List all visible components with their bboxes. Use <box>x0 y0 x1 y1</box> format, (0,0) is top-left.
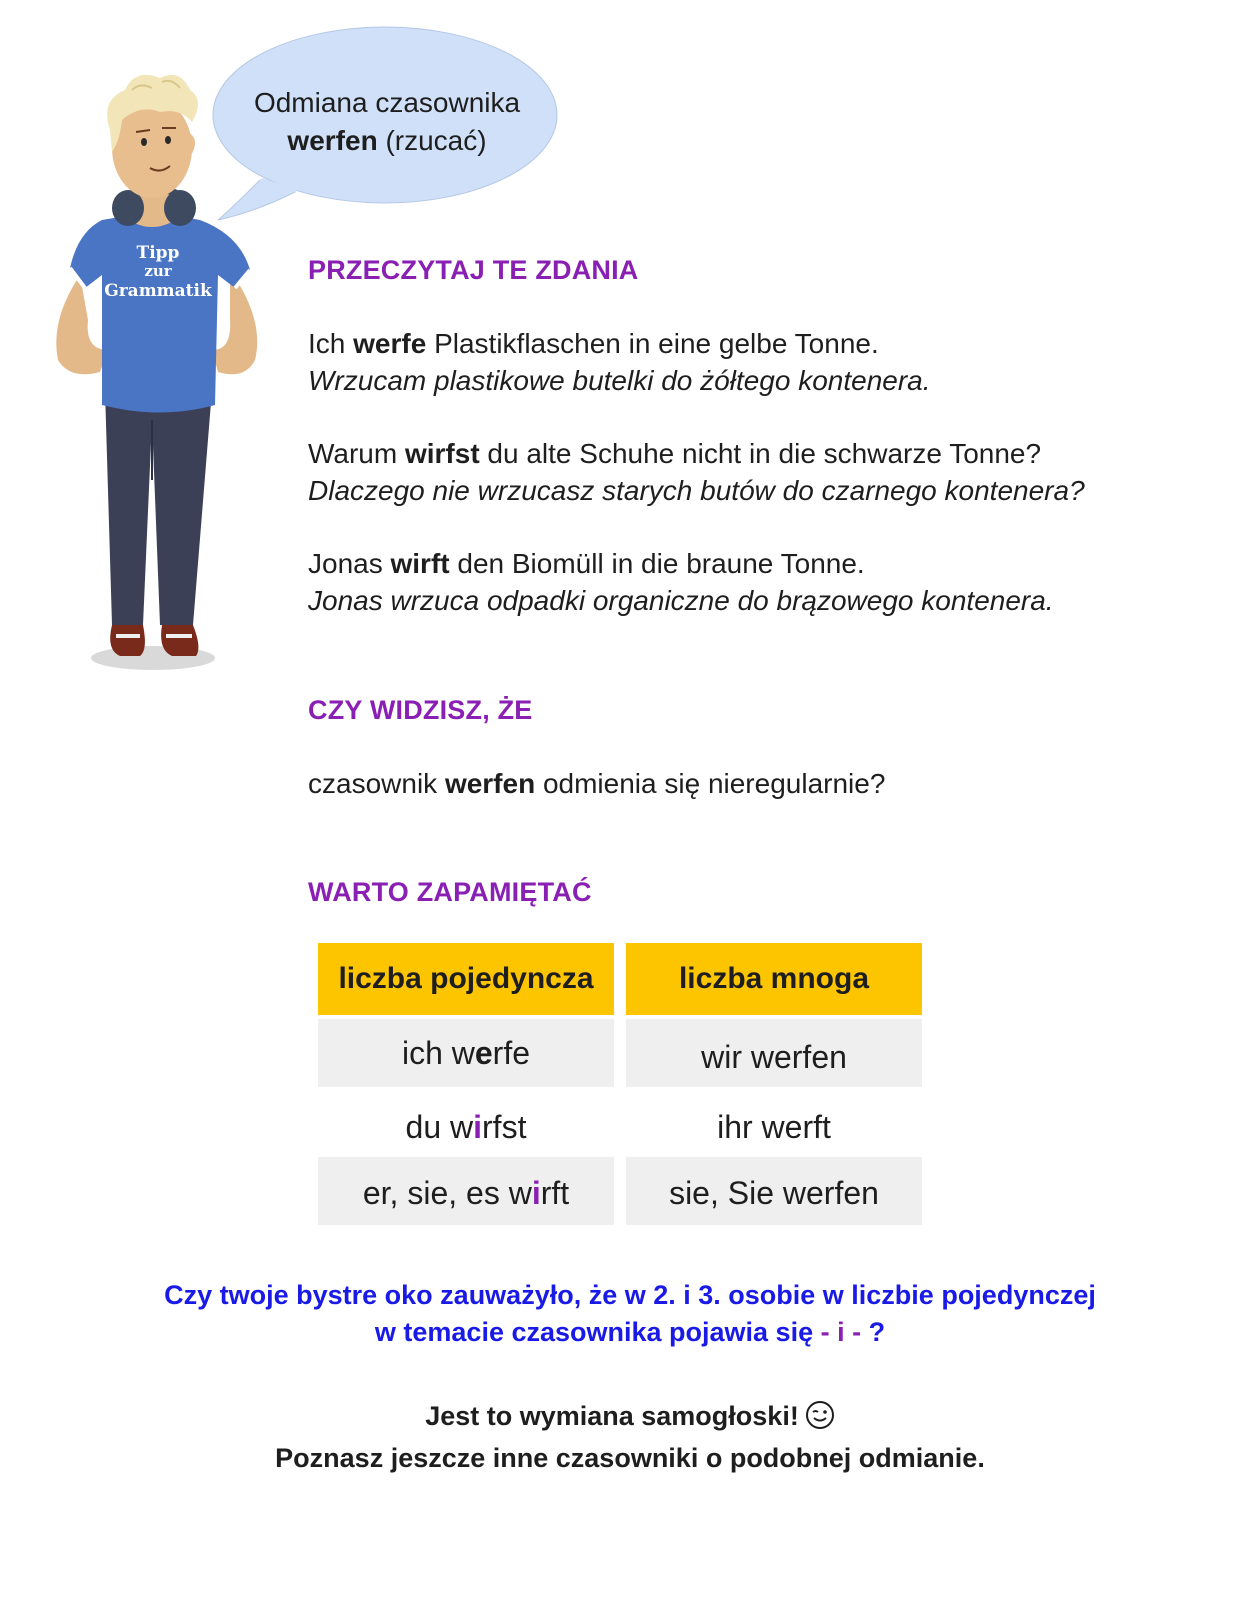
bubble-translation: (rzucać) <box>385 125 487 156</box>
row-1-vowel: e <box>474 1035 493 1071</box>
bubble-line-1: Odmiana czasownika <box>253 87 521 118</box>
table-row-3-singular <box>318 1157 614 1225</box>
row-3-sg-end: rft <box>540 1175 570 1211</box>
sentence-2-translation: Dlaczego nie wrzucasz starych butów do czarnego kontenera? <box>308 475 1085 506</box>
see-verb: werfen <box>444 768 536 799</box>
wink-emoji-icon <box>805 1400 835 1440</box>
sentence-block-2 <box>308 435 1208 509</box>
table-header-plural: liczba mnoga <box>626 943 922 1015</box>
question-marker: - i - <box>820 1317 862 1347</box>
row-3-vowel: i <box>531 1175 541 1211</box>
table-row-2-singular <box>318 1091 614 1155</box>
question-line-2-post: ? <box>861 1317 886 1347</box>
sentence-3-post: den Biomüll in die braune Tonne. <box>449 548 865 579</box>
closing-line-2: Poznasz jeszcze inne czasowniki o podobnej odmianie. <box>275 1443 985 1473</box>
closing-text <box>60 1398 1200 1477</box>
row-2-sg-end: rfst <box>482 1109 527 1145</box>
sentence-3-translation: Jonas wrzuca odpadki organiczne do brązowego kontenera. <box>308 585 1054 616</box>
question-line-2-pre: w temacie czasownika pojawia się <box>374 1317 821 1347</box>
shirt-text-grammatik: Grammatik <box>104 281 212 301</box>
row-1-sg-end: rfe <box>492 1035 531 1071</box>
sentence-3-pre: Jonas <box>308 548 391 579</box>
bubble-verb: werfen <box>287 125 378 156</box>
row-3-sg-start: er, sie, es w <box>362 1175 532 1211</box>
shirt-text-tipp: Tipp <box>136 243 180 263</box>
row-2-vowel: i <box>473 1109 483 1145</box>
remember-heading: WARTO ZAPAMIĘTAĆ <box>308 877 592 907</box>
closing-line-1: Jest to wymiana samogłoski! <box>425 1401 799 1431</box>
table-header-singular: liczba pojedyncza <box>318 943 614 1015</box>
do-you-see-heading: CZY WIDZISZ, ŻE <box>308 695 533 725</box>
see-pre: czasownik <box>308 768 445 799</box>
shirt-text-zur: zur <box>144 262 172 280</box>
sentence-2-post: du alte Schuhe nicht in die schwarze Tonne? <box>479 438 1042 469</box>
table-row-1-plural: wir werfen <box>626 1019 922 1087</box>
sentence-2-verb: wirfst <box>404 438 480 469</box>
sentence-1-pre: Ich <box>308 328 354 359</box>
do-you-see-text <box>308 765 1208 802</box>
read-sentences-heading: PRZECZYTAJ TE ZDANIA <box>308 255 639 285</box>
student-character-illustration <box>40 60 280 680</box>
row-1-sg-start: ich w <box>401 1035 475 1071</box>
question-line-1: Czy twoje bystre oko zauważyło, że w 2. i 3. osobie w liczbie pojedynczej <box>164 1280 1096 1310</box>
vowel-change-question <box>60 1277 1200 1351</box>
sentence-block-1 <box>308 325 1208 399</box>
see-post: odmienia się nieregularnie? <box>535 768 886 799</box>
table-row-2-plural: ihr werft <box>717 1109 831 1145</box>
sentence-1-post: Plastikflaschen in eine gelbe Tonne. <box>426 328 879 359</box>
sentence-3-verb: wirft <box>390 548 450 579</box>
sentence-block-3 <box>308 545 1208 619</box>
sentence-1-translation: Wrzucam plastikowe butelki do żółtego kontenera. <box>308 365 931 396</box>
table-row-1-singular <box>318 1019 614 1087</box>
sentence-1-verb: werfe <box>353 328 427 359</box>
sentence-2-pre: Warum <box>308 438 405 469</box>
row-2-sg-start: du w <box>405 1109 474 1145</box>
table-row-3-plural: sie, Sie werfen <box>626 1157 922 1225</box>
